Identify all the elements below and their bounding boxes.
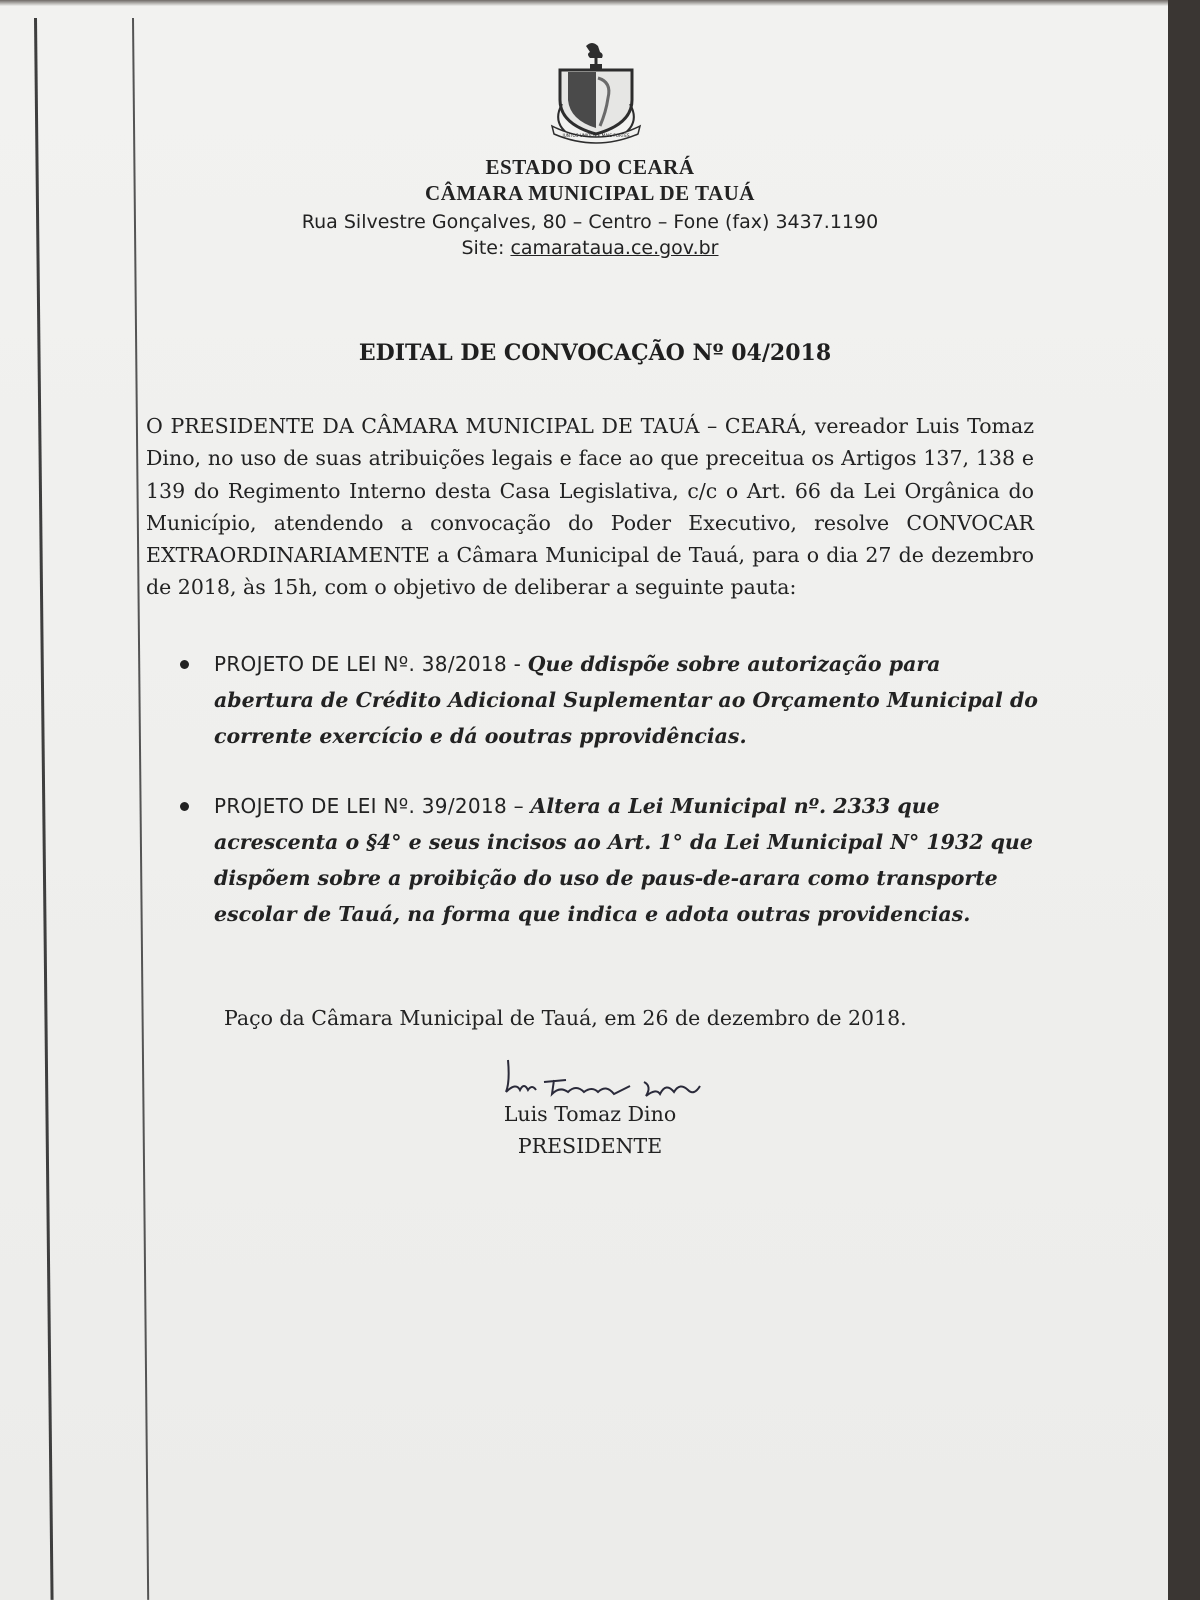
agenda-list <box>176 646 1040 966</box>
agenda-item-ref: PROJETO DE LEI Nº. 39/2018 – <box>214 794 524 818</box>
margin-line <box>34 18 54 1600</box>
crest-motto: JUNTOS UNIDOS E MAIS FORTES <box>562 133 630 138</box>
crest-logo <box>546 42 646 146</box>
letterhead <box>260 154 920 260</box>
site-line <box>260 236 920 260</box>
closing-line: Paço da Câmara Municipal de Tauá, em 26 de dezembro de 2018. <box>224 1006 907 1030</box>
signer-role: PRESIDENTE <box>517 1134 663 1158</box>
chamber-name: CÂMARA MUNICIPAL DE TAUÁ <box>425 181 755 205</box>
document-body: O PRESIDENTE DA CÂMARA MUNICIPAL DE TAUÁ – CEARÁ, vereador Luis Tomaz Dino, no uso de suas atribuições legais e face ao que preceitua os Artigos 137, 138 e 139 do Regimento Interno desta Casa Legislativa, c/c o Art. 66 da Lei Orgânica do Município, atendendo a convocação do Poder Executivo, resolve CONVOCAR EXTRAORDINARIAMENTE a Câmara Municipal de Tauá, para o dia 27 de dezembro de 2018, às 15h, com o objetivo de deliberar a seguinte pauta: <box>146 414 1034 600</box>
bullet-icon <box>180 660 189 669</box>
site-label: Site: <box>461 237 505 259</box>
margin-line <box>132 18 149 1600</box>
signer-block <box>440 1098 740 1162</box>
site-link[interactable]: camarataua.ce.gov.br <box>510 237 719 259</box>
page-top-edge <box>0 0 1168 6</box>
signer-name: Luis Tomaz Dino <box>503 1102 677 1126</box>
agenda-item <box>176 646 1040 754</box>
state-name: ESTADO DO CEARÁ <box>485 155 695 179</box>
bullet-icon <box>180 802 189 811</box>
agenda-item-desc: Que ddispõe sobre autorização para abertura de Crédito Adicional Suplementar ao Orçamento Municipal do corrente exercício e dá ooutras pprovidências. <box>214 652 1038 748</box>
agenda-item <box>176 788 1040 932</box>
address-line: Rua Silvestre Gonçalves, 80 – Centro – Fone (fax) 3437.1190 <box>301 211 879 233</box>
document-title: EDITAL DE CONVOCAÇÃO Nº 04/2018 <box>358 340 832 366</box>
agenda-item-ref: PROJETO DE LEI Nº. 38/2018 - <box>214 652 522 676</box>
agenda-item-desc: Altera a Lei Municipal nº. 2333 que acrescenta o §4° e seus incisos ao Art. 1° da Lei Municipal N° 1932 que dispõem sobre a proibição do uso de paus-de-arara como transporte escolar de Tauá, na forma que indica e adota outras providencias. <box>214 794 1033 926</box>
